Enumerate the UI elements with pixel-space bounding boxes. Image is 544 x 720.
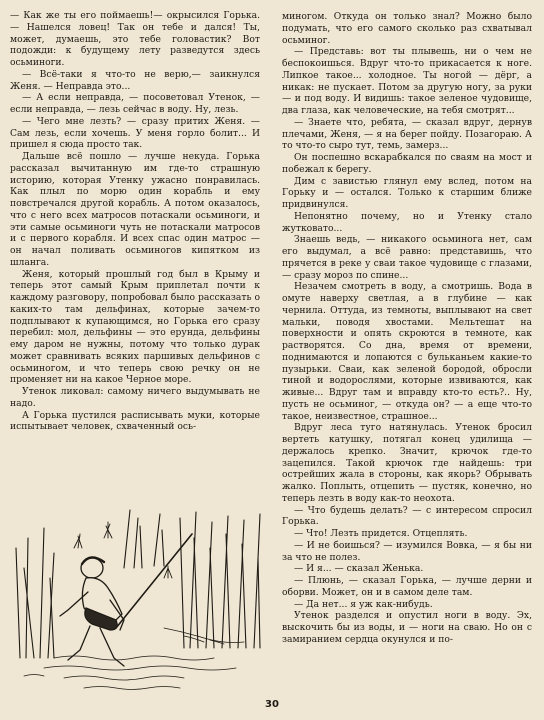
page-number: 30 xyxy=(265,699,279,710)
paragraph: — И я... — сказал Женька. xyxy=(294,563,424,575)
paragraph: — Представь: вот ты плывешь, ни о чем не беспокоишься. Вдруг что-то прикасается к ноге. Липкое такое... холодное. Ты ногой — дёрг, а никак: не пускает. Потом за другую ногу, за руки — и под воду. И видишь: такое зеленое чудовище, два глаза, как человеческие, на тебя смотрят... xyxy=(282,46,532,116)
water-ripples xyxy=(24,656,236,690)
paragraph: — Что будешь делать? — с интересом спросил Горька. xyxy=(282,504,532,528)
paragraph: — Плюнь, — сказал Горька, — лучше дерни и оборви. Может, он и в самом деле там. xyxy=(282,575,532,598)
paragraph: Утенок разделся и опустил ноги в воду. Эх, выскочить бы из воды, и — ноги на сваю. Но он с замиранием сердца окунулся и по- xyxy=(282,610,532,645)
paragraph: — Всё-таки я что-то не верю,— заикнулся Женя. — Неправда это... xyxy=(10,68,260,92)
paragraph: Дальше всё пошло — лучше некуда. Горька рассказал вычитанную им где-то страшную историю, которая Утенку ужасно понравилась. Как плыл по морю один корабль и ему повстречался другой корабль. А потом оказалось, что с него всех матросов потаскали осьминоги, и эти самые осьминоги чуть не потаскали матросов и с первого корабля. И всех спас один матрос — он начал поливать осьминогов кипятком из шланга. xyxy=(10,151,260,268)
paragraph: Утенок ликовал: самому ничего выдумывать не надо. xyxy=(10,386,260,409)
paragraph: Вдруг леса туго натянулась. Утенок бросил вертеть катушку, потягал конец удилища — держалось крепко. Значит, крючок где-то зацепился. Такой крючок где найдешь: три острейших жала в стороны, как якорь? Обрывать жалко. Поплыть, отцепить — пустяк, конечно, но теперь лезть в воду как-то неохота. xyxy=(282,422,532,504)
reeds xyxy=(16,510,260,658)
paragraph: Дим с завистью глянул ему вслед, потом на Горьку и — остался. Только к старшим ближе придвинулся. xyxy=(282,175,532,210)
paragraph: Незачем смотреть в воду, а смотришь. Вода в омуте наверху светлая, а в глубине — как чернила. Оттуда, из темноты, выплывают на свет мальки, поводя хвостами. Мельтешат на поверхности и опять скроются в темноте, как растворятся. Со дна, время от времени, поднимаются и лопаются с бульканьем какие-то пузырьки. Сваи, как зеленой бородой, обросли тиной и водорослями, которые извиваются, как живые... Вдруг там и вправду кто-то есть?.. Ну, пусть не осьминог, — откуда он? — а еще что-то такое, неизвестное, страшное... xyxy=(282,281,532,422)
illustration-boy-in-water xyxy=(14,508,264,696)
paragraph: миногом. Откуда он только знал? Можно было подумать, что его самого сколько раз схватывал осьминог. xyxy=(282,11,532,46)
paragraph: — Что! Лезть придется. Отцеплять. xyxy=(294,528,468,539)
paragraph: Женя, который прошлый год был в Крыму и теперь этот самый Крым приплетал почти к каждому разговору, попробовал было рассказать о каких-то там дельфинах, которые зачем-то подплывают к купающимся, но Горька его сразу перебил: мол, дельфины — это ерунда, дельфины ему даром не нужны, потому что только дурак может сравнивать всяких паршивых дельфинов с осьминогом, и что теперь свою речку он не променяет ни на какое Черное море. xyxy=(10,268,260,386)
paragraph: Знаешь ведь, — никакого осьминога нет, сам его выдумал, а всё равно: представишь, что прячется в реке у сваи такое чудовище с глазами, — сразу мороз по спине... xyxy=(282,234,532,281)
paragraph: Непонятно почему, но и Утенку стало жутковато... xyxy=(282,210,532,234)
fishing-rod xyxy=(116,534,192,628)
paragraph: — Чего мне лезть? — сразу притих Женя. — Сам лезь, если хочешь. У меня горло болит... И пришел я сюда просто так. xyxy=(10,115,260,151)
boy-figure xyxy=(60,557,124,666)
paragraph: Он поспешно вскарабкался по сваям на мост и побежал к берегу. xyxy=(282,152,532,175)
shore xyxy=(164,628,244,644)
left-column xyxy=(10,10,260,433)
paragraph: А Горька пустился расписывать муки, которые испытывает человек, схваченный ось- xyxy=(10,409,260,433)
paragraph: — Да нет... я уж как-нибудь. xyxy=(294,598,433,610)
paragraph: — И не боишься? — изумился Вовка, — я бы ни за что не полез. xyxy=(282,539,532,563)
right-column xyxy=(282,11,532,646)
paragraph: — Как же ты его поймаешь!— окрысился Горька. — Нашелся ловец! Так он тебе и дался! Ты, может, думаешь, это тебе головастик? Вот подожди: к будущему лету разведутся здесь осьминоги. xyxy=(10,10,260,68)
paragraph: — А если неправда, — посоветовал Утенок, — если неправда, — лезь сейчас в воду. Ну, лезь. xyxy=(10,92,260,115)
paragraph: — Знаете что, ребята, — сказал вдруг, дернув плечами, Женя, — я на берег пойду. Позагораю. А то что-то сыро тут, темь, замерз... xyxy=(282,116,532,152)
